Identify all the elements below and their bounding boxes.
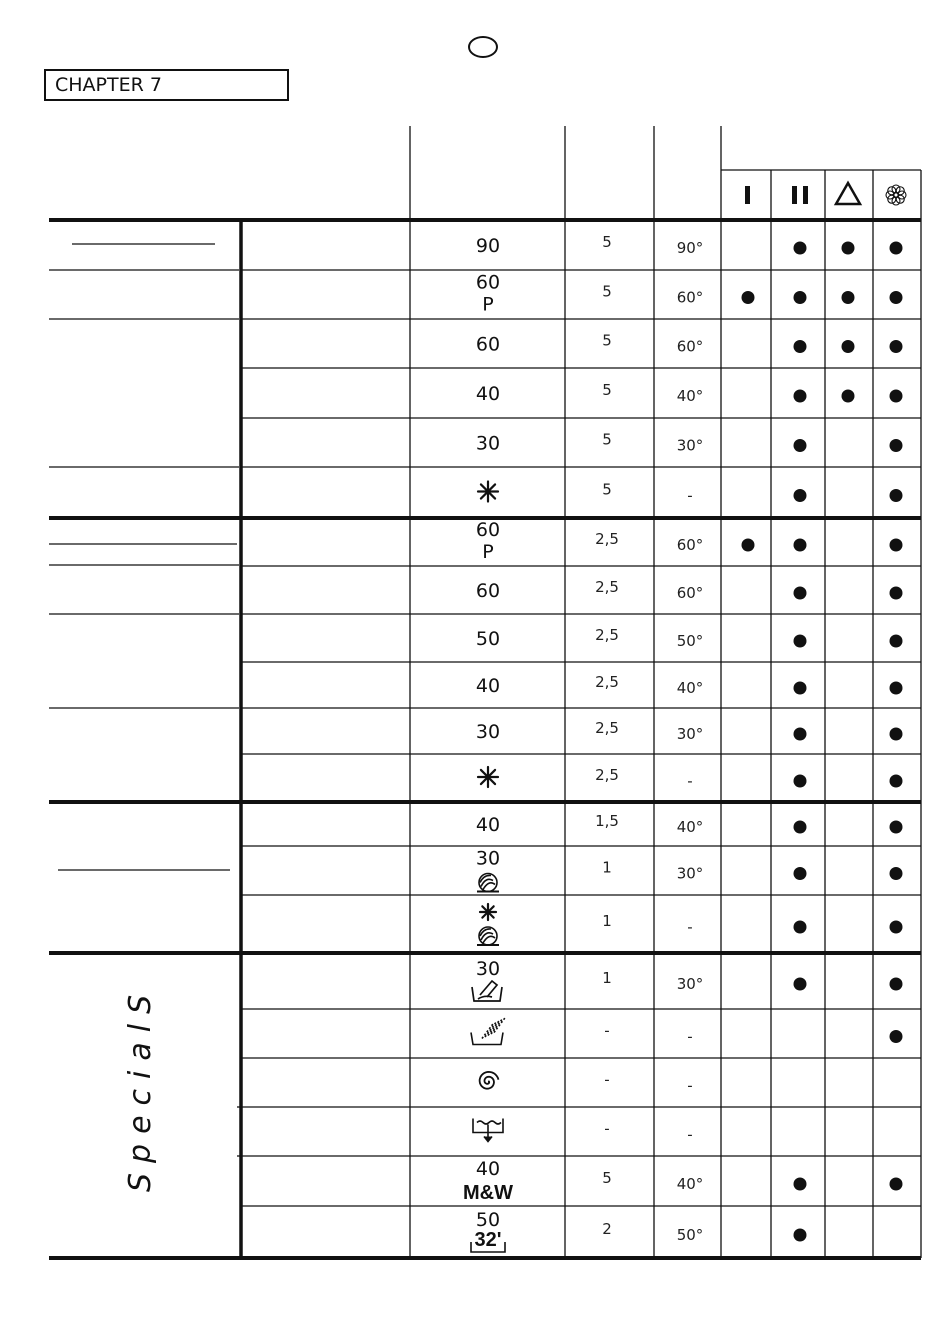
- table-row: [476, 812, 903, 836]
- wool-ball-icon: [477, 927, 499, 945]
- compartment-dot: [890, 439, 903, 452]
- programme-number: 60: [475, 519, 501, 541]
- load-value: 2,5: [595, 766, 619, 784]
- programme-number: 30: [475, 721, 501, 743]
- load-value: 2,5: [595, 673, 619, 691]
- specials-label: SpecialS: [123, 984, 158, 1192]
- programme-number: 40: [475, 1158, 501, 1180]
- table-row: [602, 481, 902, 505]
- bleach-triangle-icon: [836, 183, 860, 204]
- programme-number: 40: [475, 383, 501, 405]
- compartment-dot: [890, 291, 903, 304]
- compartment-dot: [794, 1178, 807, 1191]
- compartment-dot: [794, 489, 807, 502]
- compartment-dot: [890, 1178, 903, 1191]
- table-row: [604, 1071, 692, 1095]
- compartment-dot: [794, 821, 807, 834]
- programme-number: 30: [475, 958, 501, 980]
- load-value: -: [604, 1021, 610, 1040]
- load-value: 5: [602, 430, 612, 449]
- temperature-value: 90°: [676, 239, 704, 257]
- temperature-value: 50°: [676, 1226, 704, 1244]
- programme-number: 60: [475, 580, 501, 602]
- compartment-dot: [742, 539, 755, 552]
- temperature-value: 60°: [676, 288, 704, 307]
- temperature-value: 60°: [676, 584, 704, 602]
- programme-label: M&W: [463, 1182, 513, 1204]
- compartment-dot: [890, 978, 903, 991]
- temperature-value: 30°: [676, 975, 704, 993]
- temperature-value: -: [687, 1027, 693, 1046]
- table-row: [474, 1209, 806, 1251]
- load-value: 5: [602, 282, 612, 301]
- compartment-dot: [842, 390, 855, 403]
- temperature-value: 60°: [676, 337, 704, 356]
- compartment-dot: [890, 340, 903, 353]
- temperature-value: 50°: [676, 632, 704, 650]
- table-row: [476, 958, 903, 993]
- temperature-value: 30°: [676, 436, 704, 455]
- compartment-dot: [842, 291, 855, 304]
- temperature-value: -: [687, 1125, 693, 1144]
- table-row: [604, 1022, 902, 1046]
- table-row: [595, 766, 902, 790]
- spin-spiral-icon: [480, 1072, 499, 1089]
- programme-label: P: [482, 293, 494, 316]
- programme-number: 50: [475, 628, 501, 650]
- drain-icon: [473, 1119, 503, 1142]
- table-row: [476, 272, 903, 316]
- compartment-dot: [890, 682, 903, 695]
- table-row: [476, 578, 903, 602]
- compartment-dot: [890, 867, 903, 880]
- table-row: [476, 626, 903, 650]
- table-row: [463, 1158, 902, 1204]
- snowflake-icon: [480, 904, 496, 920]
- softener-flower-icon: [886, 185, 906, 205]
- programme-label: P: [482, 541, 494, 563]
- compartment-dot: [890, 821, 903, 834]
- temperature-value: 60°: [676, 536, 704, 554]
- temperature-value: -: [687, 1076, 693, 1095]
- rinse-shower-icon: [471, 1017, 506, 1045]
- wool-ball-icon: [477, 874, 499, 892]
- load-value: 2,5: [595, 626, 619, 644]
- table-row: [604, 1120, 692, 1144]
- compartment-dot: [890, 635, 903, 648]
- compartment-dot: [890, 390, 903, 403]
- load-value: 1: [602, 912, 612, 930]
- temperature-value: 40°: [676, 387, 704, 405]
- compartment-dot: [890, 587, 903, 600]
- load-value: 2,5: [595, 530, 619, 548]
- load-value: 1: [602, 969, 612, 987]
- compartment-dot: [890, 539, 903, 552]
- table-row: [476, 381, 903, 405]
- compartment-dot: [794, 728, 807, 741]
- load-value: 1: [602, 858, 612, 877]
- load-value: 2: [602, 1220, 612, 1238]
- snowflake-icon: [478, 767, 498, 787]
- chapter-label: CHAPTER 7: [44, 69, 289, 101]
- compartment-dot: [794, 439, 807, 452]
- programme-number: 40: [475, 814, 501, 836]
- compartment-dot: [890, 489, 903, 502]
- compartment-dot: [794, 1229, 807, 1242]
- table-row: [476, 233, 903, 257]
- load-value: -: [604, 1119, 610, 1138]
- table-row: [476, 431, 903, 455]
- compartment-dot: [842, 340, 855, 353]
- snowflake-icon: [478, 482, 498, 502]
- load-value: 1,5: [595, 812, 619, 830]
- compartment-dot: [842, 242, 855, 255]
- load-value: 2,5: [595, 719, 619, 737]
- compartment-dot: [794, 587, 807, 600]
- hand-wash-icon: [472, 981, 502, 1001]
- programme-number: 60: [475, 333, 501, 356]
- table-row: [476, 519, 903, 563]
- table-row: [476, 848, 903, 883]
- programme-number: 50: [475, 1209, 501, 1231]
- programme-number: 60: [475, 271, 501, 294]
- compartment-dot: [742, 291, 755, 304]
- programme-label: 32': [474, 1229, 502, 1251]
- temperature-value: 30°: [676, 864, 704, 883]
- load-value: 2,5: [595, 578, 619, 596]
- compartment-dot: [794, 340, 807, 353]
- programme-number: 30: [475, 847, 501, 870]
- temperature-value: 40°: [676, 679, 704, 697]
- programme-number: 40: [475, 675, 501, 697]
- compartment-dot: [890, 775, 903, 788]
- temperature-value: 40°: [676, 1175, 704, 1193]
- compartment-dot: [890, 728, 903, 741]
- table-row: [476, 673, 903, 697]
- compartment-dot: [794, 242, 807, 255]
- compartment-dot: [794, 390, 807, 403]
- compartment-dot: [890, 921, 903, 934]
- load-value: 5: [602, 1169, 612, 1187]
- temperature-value: 40°: [676, 818, 704, 836]
- load-value: 5: [602, 480, 612, 499]
- temperature-value: -: [687, 772, 693, 790]
- table-row: [476, 719, 903, 743]
- compartment-dot: [794, 775, 807, 788]
- compartment-dot: [794, 921, 807, 934]
- load-value: -: [604, 1070, 610, 1089]
- main-wash-compartment-ii-icon: [792, 186, 808, 204]
- compartment-dot: [794, 539, 807, 552]
- compartment-dot: [794, 635, 807, 648]
- table-row: [602, 912, 902, 936]
- compartment-dot: [890, 242, 903, 255]
- compartment-dot: [794, 291, 807, 304]
- compartment-dot: [794, 867, 807, 880]
- temperature-value: -: [687, 486, 693, 505]
- load-value: 5: [602, 381, 612, 399]
- programme-number: 30: [475, 432, 501, 455]
- compartment-dot: [794, 682, 807, 695]
- load-value: 5: [602, 233, 612, 251]
- table-row: [476, 332, 903, 356]
- prewash-compartment-i-icon: [745, 186, 750, 204]
- programme-number: 90: [475, 235, 501, 257]
- compartment-dot: [890, 1030, 903, 1043]
- compartment-dot: [794, 978, 807, 991]
- temperature-value: 30°: [676, 725, 704, 743]
- load-value: 5: [602, 331, 612, 350]
- temperature-value: -: [687, 918, 693, 936]
